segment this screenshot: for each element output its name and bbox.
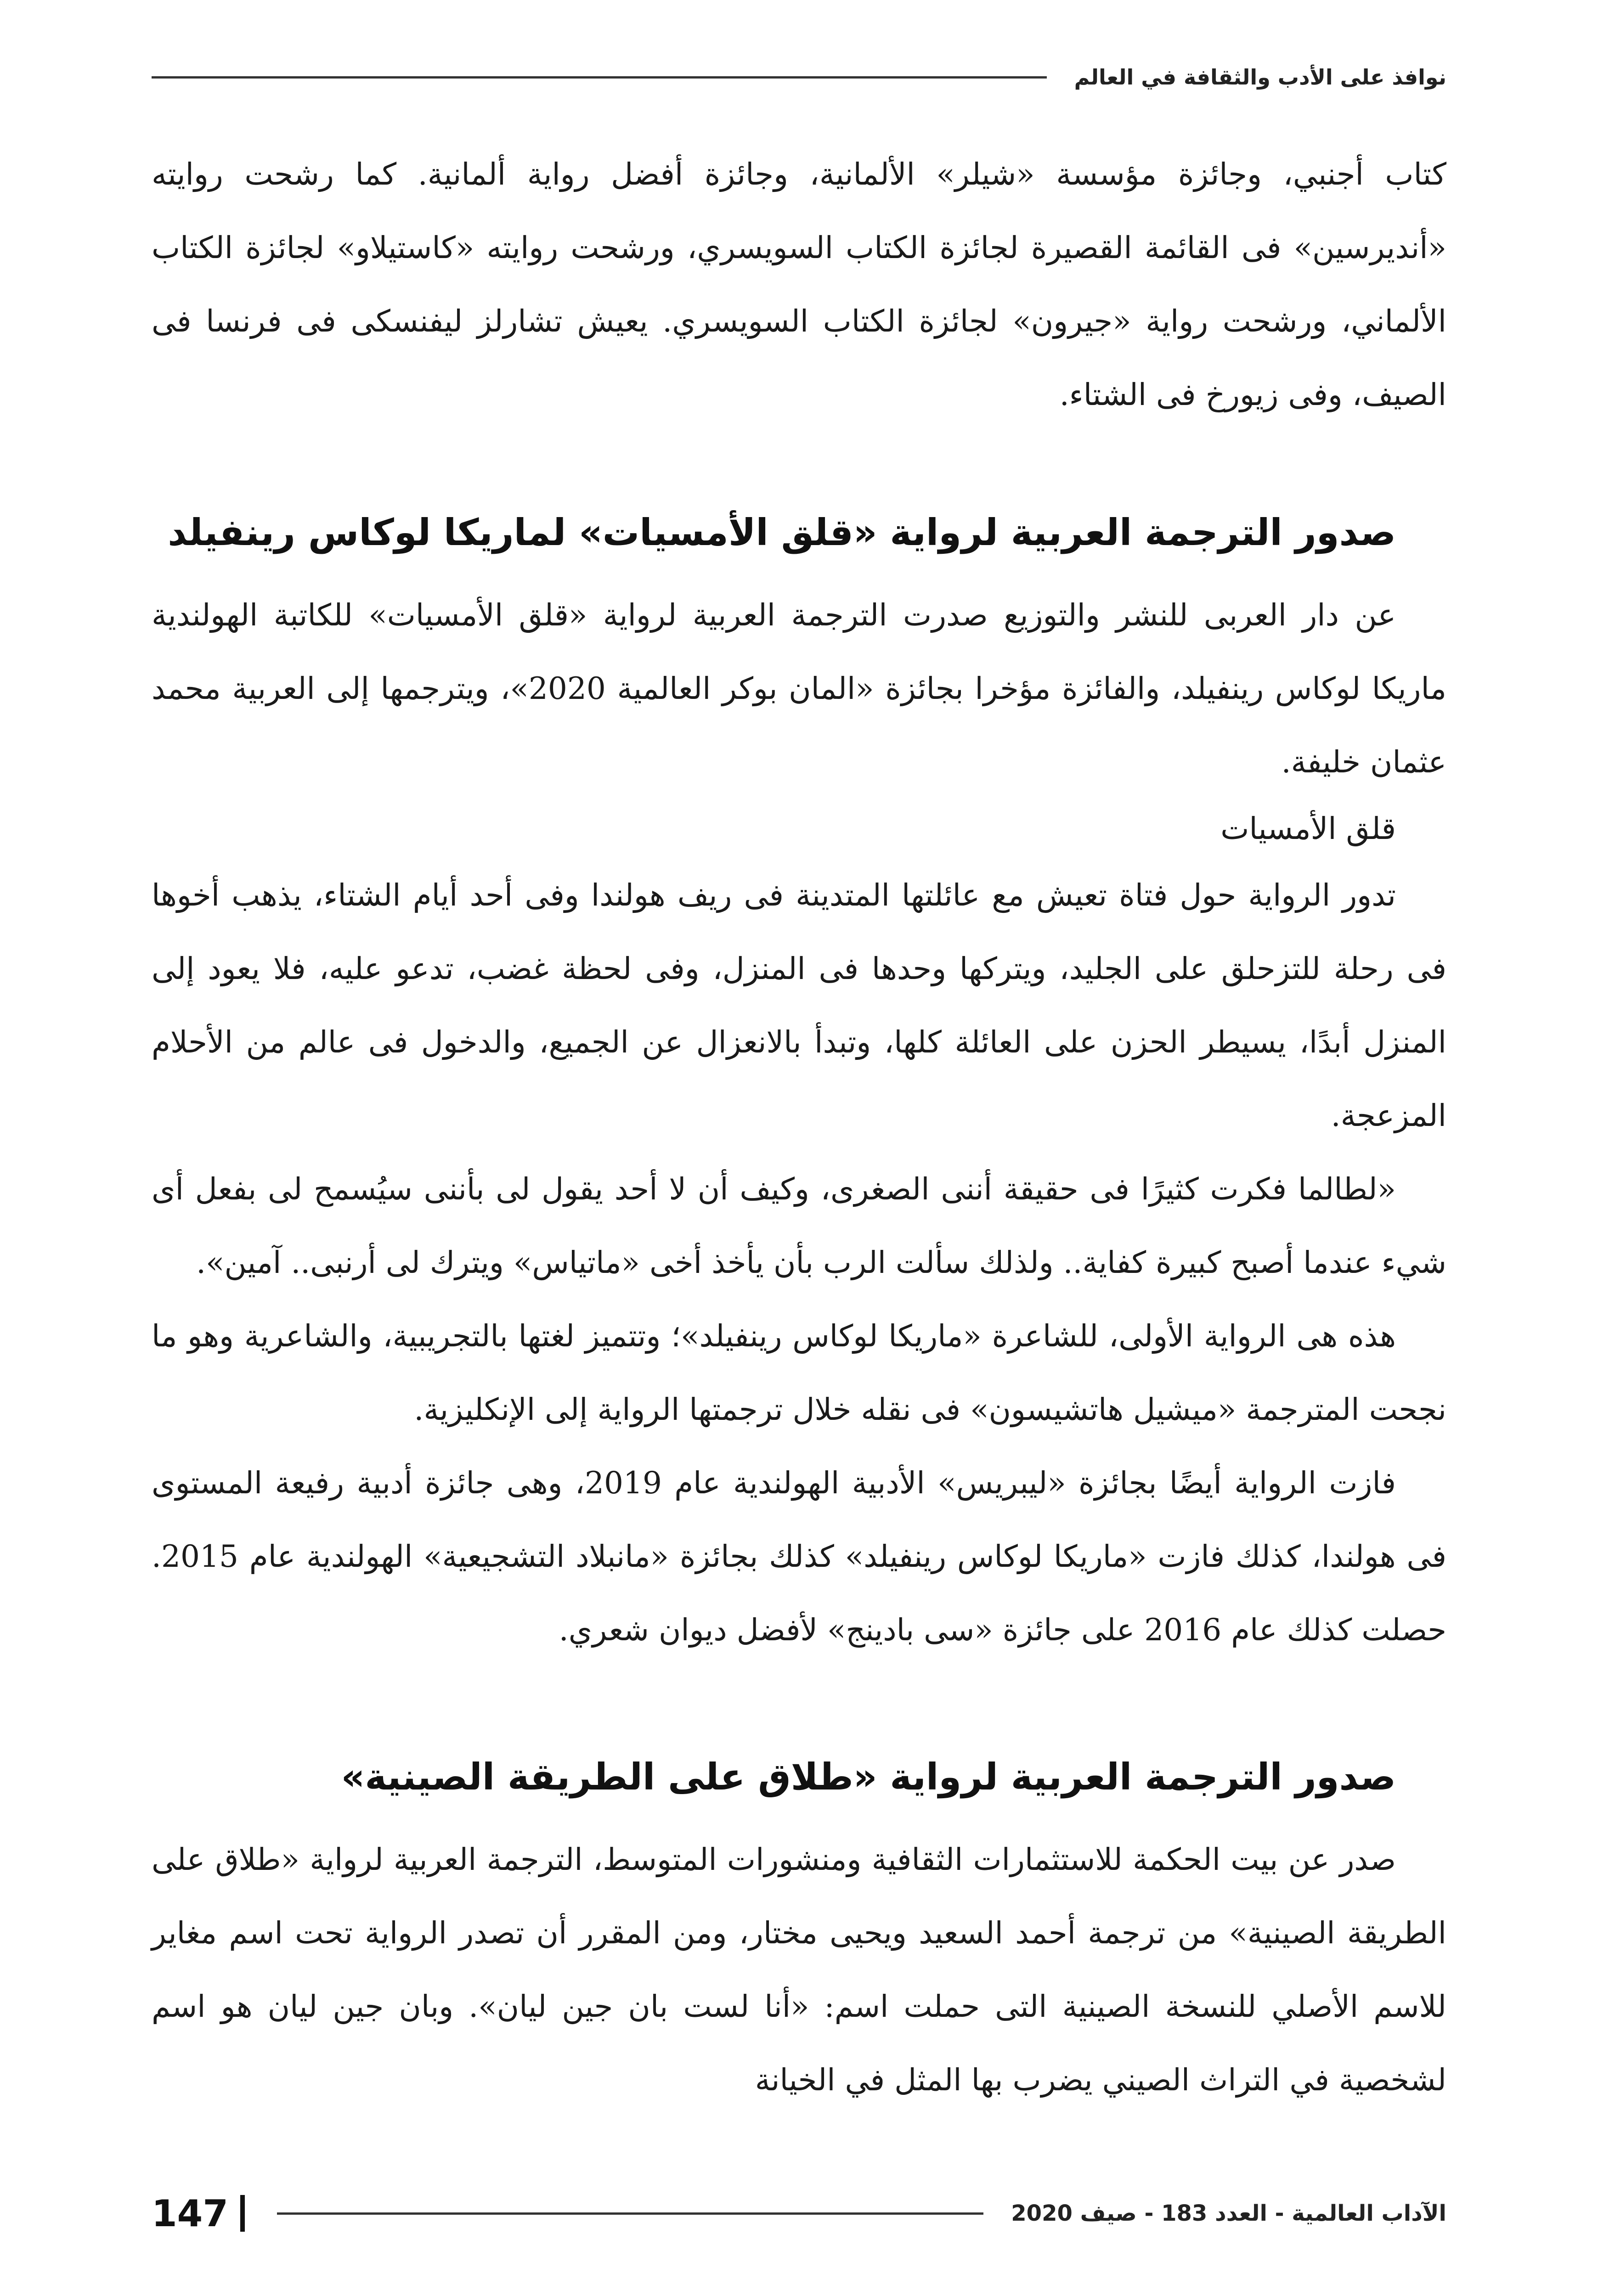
paragraph: تدور الرواية حول فتاة تعيش مع عائلتها المتدينة فى ريف هولندا وفى أحد أيام الشتاء، يذهب أخوها فى رحلة للتزحلق على الجليد، ويتركها وحدها فى المنزل، وفى لحظة غضب، تدعو عليه، فلا يعود إلى المنزل أبدًا، يسيطر الحزن على العائلة كلها، وتبدأ بالانعزال عن الجميع، والدخول فى عالم من الأحلام المزعجة. (152, 878, 1446, 1133)
section-heading: صدور الترجمة العربية لرواية «طلاق على الطريقة الصينية» (341, 1756, 1396, 1798)
page-number-bar (240, 2195, 245, 2232)
running-header (152, 54, 1446, 100)
running-title: نوافذ على الأدب والثقافة في العالم (1074, 65, 1446, 90)
journal-issue-label: الآداب العالمية - العدد 183 - صيف 2020 (1011, 2200, 1446, 2226)
section-heading: صدور الترجمة العربية لرواية «قلق الأمسيات» لماريكا لوكاس رينفيلد (168, 511, 1396, 554)
section-chinese-divorce (152, 1750, 1446, 2117)
intro-paragraph: كتاب أجنبي، وجائزة مؤسسة «شيلر» الألمانية، وجائزة أفضل رواية ألمانية. كما رشحت روايته «أنديرسين» فى القائمة القصيرة لجائزة الكتاب السويسري، ورشحت روايته «كاستيلاو» لجائزة الكتاب الألماني، ورشحت رواية «جيرون» لجائزة الكتاب السويسري. يعيش تشارلز ليفنسكى فى فرنسا فى الصيف، وفى زيورخ فى الشتاء. (152, 157, 1446, 412)
paragraph: هذه هى الرواية الأولى، للشاعرة «ماريكا لوكاس رينفيلد»؛ وتتميز لغتها بالتجريبية، والشاعرية وهو ما نجحت المترجمة «ميشيل هاتشيسون» فى نقله خلال ترجمتها الرواية إلى الإنكليزية. (152, 1318, 1446, 1427)
paragraph: عن دار العربى للنشر والتوزيع صدرت الترجمة العربية لرواية «قلق الأمسيات» للكاتبة الهولندية ماريكا لوكاس رينفيلد، والفائزة مؤخرا بجائزة «المان بوكر العالمية 2020»، ويترجمها إلى العربية محمد عثمان خليفة. (152, 597, 1446, 780)
page-number: 147 (152, 2192, 228, 2235)
footer-rule (277, 2212, 983, 2215)
paragraph: صدر عن بيت الحكمة للاستثمارات الثقافية ومنشورات المتوسط، الترجمة العربية لرواية «طلاق على الطريقة الصينية» من ترجمة أحمد السعيد ويحيى مختار، ومن المقرر أن تصدر الرواية تحت اسم مغاير للاسم الأصلي للنسخة الصينية التى حملت اسم: «أنا لست بان جين ليان». وبان جين ليان هو اسم لشخصية في التراث الصيني يضرب بها المثل في الخيانة (152, 1842, 1446, 2098)
book-subtitle: قلق الأمسيات (1220, 811, 1396, 846)
section-worry-of-evenings (152, 505, 1446, 1667)
quote-paragraph: «لطالما فكرت كثيرًا فى حقيقة أننى الصغرى، وكيف أن لا أحد يقول لى بأننى سيُسمح لى بفعل أى شيء عندما أصبح كبيرة كفاية.. ولذلك سألت الرب بأن يأخذ أخى «ماتياس» ويترك لى أرنبى.. آمين». (152, 1171, 1446, 1280)
header-rule (152, 76, 1047, 79)
paragraph: فازت الرواية أيضًا بجائزة «ليبريس» الأدبية الهولندية عام 2019، وهى جائزة أدبية رفيعة المستوى فى هولندا، كذلك فازت «ماريكا لوكاس رينفيلد» كذلك بجائزة «مانبلاد التشجيعية» الهولندية عام 2015. حصلت كذلك عام 2016 على جائزة «سى بادينج» لأفضل ديوان شعري. (152, 1465, 1446, 1648)
page-footer (152, 2186, 1446, 2241)
article-body (152, 138, 1446, 2117)
